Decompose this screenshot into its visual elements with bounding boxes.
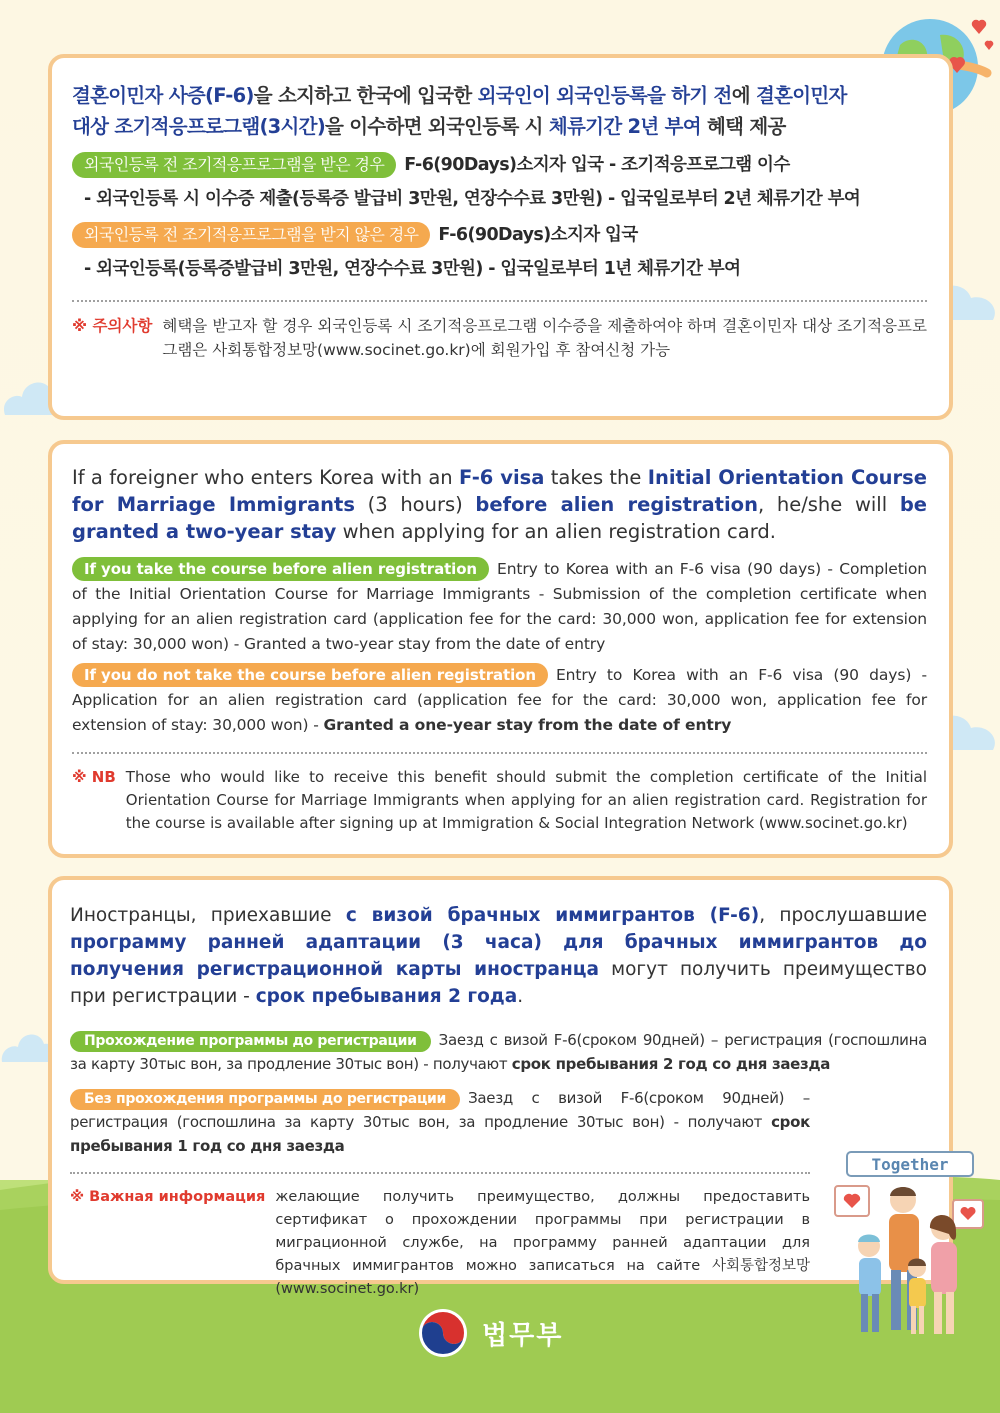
- korean-info-card: [48, 54, 953, 420]
- case-2-result: срок пребывания 1 год со дня заезда: [70, 1113, 810, 1155]
- case-2-badge: Без прохождения программы до регистрации: [70, 1089, 460, 1110]
- case-2-line-2: - 외국인등록(등록증발급비 3만원, 연장수수료 3만원) - 입국일로부터 1년 체류기간 부여: [84, 259, 741, 279]
- important-label: ※ Важная информация: [70, 1189, 266, 1205]
- lead-segment: .: [517, 986, 524, 1007]
- korean-lead-paragraph: [72, 80, 862, 142]
- english-nb-note: [72, 766, 927, 835]
- english-info-card: [48, 440, 953, 858]
- case-1-badge: 외국인등록 전 조기적응프로그램을 받은 경우: [72, 152, 396, 178]
- case-2-text: Заезд с визой F-6(сроком 90дней) – регистрация (госпошлина за карту 30тыс вон, за продление 30тыс вон) - получают: [70, 1089, 810, 1131]
- important-text: желающие получить преимущество, должны предоставить сертификат о прохождении программы при регистрации в миграционной службе, на программу ранней адаптации для брачных иммигрантов можно записаться на сайте 사회통합정보망(www.socinet.go.kr): [275, 1189, 810, 1297]
- banner-text: Together: [871, 1155, 949, 1174]
- lead-segment: с визой брачных иммигрантов (F-6): [345, 905, 760, 926]
- case-2-badge: If you do not take the course before alien registration: [72, 663, 548, 687]
- lead-segment: when applying for an alien registration card.: [336, 520, 776, 543]
- case-2-text: Entry to Korea with an F-6 visa (90 days) - Application for an alien registration card (application fee for the card: 30,000 won, application fee for extension of stay: 30,000 won) -: [72, 666, 927, 734]
- lead-segment: takes the: [544, 466, 648, 489]
- lead-segment: срок пребывания 2 года: [255, 986, 518, 1007]
- family-together-illustration: [825, 1148, 995, 1348]
- lead-segment: If a foreigner who enters Korea with an: [72, 466, 459, 489]
- russian-important-note: [70, 1186, 810, 1301]
- lead-segment: 에: [731, 84, 756, 107]
- korean-case-1: [72, 148, 927, 182]
- ministry-logo: [418, 1308, 563, 1358]
- lead-segment: 결혼이민자 대상 조기적응프로그램(3시간): [72, 84, 847, 138]
- dotted-divider: [72, 752, 927, 754]
- lead-segment: be granted a two-year stay: [72, 493, 928, 543]
- lead-segment: 외국인이 외국인등록을 하기 전: [477, 84, 732, 107]
- case-2-badge: 외국인등록 전 조기적응프로그램을 받지 않은 경우: [72, 222, 430, 248]
- case-2-result: Granted a one-year stay from the date of entry: [323, 716, 732, 734]
- lead-segment: (3 hours): [354, 493, 476, 516]
- lead-segment: могут получить преимущество при регистрации -: [70, 959, 927, 1007]
- case-1-text: Entry to Korea with an F-6 visa (90 days) - Completion of the Initial Orientation Course for Marriage Immigrants - Submission of the completion certificate when applying for an alien registration card (application fee for the card: 30,000 won, application fee for extension of stay: 30,000 won) - Granted a two-year stay from the date of entry: [72, 560, 927, 653]
- russian-case-1: [70, 1028, 927, 1076]
- lead-segment: 을 이수하면 외국인등록 시: [325, 115, 549, 138]
- russian-lead-paragraph: [70, 902, 927, 1010]
- russian-info-card: [48, 876, 953, 1297]
- lead-segment: 체류기간 2년 부여: [548, 115, 701, 138]
- case-2-line-1: F-6(90Days)소지자 입국: [438, 225, 638, 245]
- nb-text: Those who would like to receive this benefit should submit the completion certificate of the Initial Orientation Course for Marriage Immigrants when applying for an alien registration card. Registration for the course is available after signing up at Immigration & Social Integration Network (www.socinet.go.kr): [125, 768, 927, 832]
- lead-segment: , прослушавшие: [759, 905, 927, 926]
- lead-segment: 결혼이민자 사증(F-6): [72, 84, 254, 107]
- english-case-2: [72, 663, 927, 738]
- case-1-line-1: F-6(90Days)소지자 입국 - 조기적응프로그램 이수: [404, 155, 790, 175]
- lead-segment: , he/she will: [757, 493, 900, 516]
- english-case-1: [72, 557, 927, 657]
- caution-text: 혜택을 받고자 할 경우 외국인등록 시 조기적응프로그램 이수증을 제출하여야 하며 결혼이민자 대상 조기적응프로그램은 사회통합정보망(www.socinet.go.kr)에 회원가입 후 참여신청 가능: [162, 317, 927, 359]
- lead-segment: Иностранцы, приехавшие: [70, 905, 346, 926]
- lead-segment: 을 소지하고 한국에 입국한: [253, 84, 478, 107]
- nb-label: ※ NB: [72, 768, 116, 786]
- lead-segment: Initial Orientation Course for Marriage Immigrants: [72, 466, 927, 516]
- lead-segment: before alien registration: [475, 493, 758, 516]
- case-1-text: Заезд с визой F-6(сроком 90дней) – регистрация (госпошлина за карту 30тыс вон, за продление 30тыс вон) - получают: [70, 1031, 927, 1073]
- lead-segment: программу ранней адаптации (3 часа) для брачных иммигрантов до получения регистрационной карты иностранца: [70, 932, 927, 980]
- lead-segment: F-6 visa: [458, 466, 545, 489]
- case-1-line-2: - 외국인등록 시 이수증 제출(등록증 발급비 3만원, 연장수수료 3만원) - 입국일로부터 2년 체류기간 부여: [84, 189, 861, 209]
- english-lead-paragraph: [72, 464, 927, 545]
- case-1-badge: If you take the course before alien registration: [72, 557, 489, 581]
- case-1-result: срок пребывания 2 год со дня заезда: [511, 1055, 831, 1073]
- taegeuk-emblem-icon: [418, 1308, 468, 1358]
- dotted-divider: [70, 1172, 810, 1174]
- lead-segment: 혜택 제공: [700, 115, 786, 138]
- russian-case-2: [70, 1086, 810, 1158]
- caution-label: ※ 주의사항: [72, 317, 153, 335]
- case-1-badge: Прохождение программы до регистрации: [70, 1031, 431, 1052]
- korean-caution-note: [72, 314, 927, 362]
- dotted-divider: [72, 300, 927, 302]
- ministry-name: 법무부: [482, 1320, 564, 1351]
- korean-case-2: [72, 218, 927, 252]
